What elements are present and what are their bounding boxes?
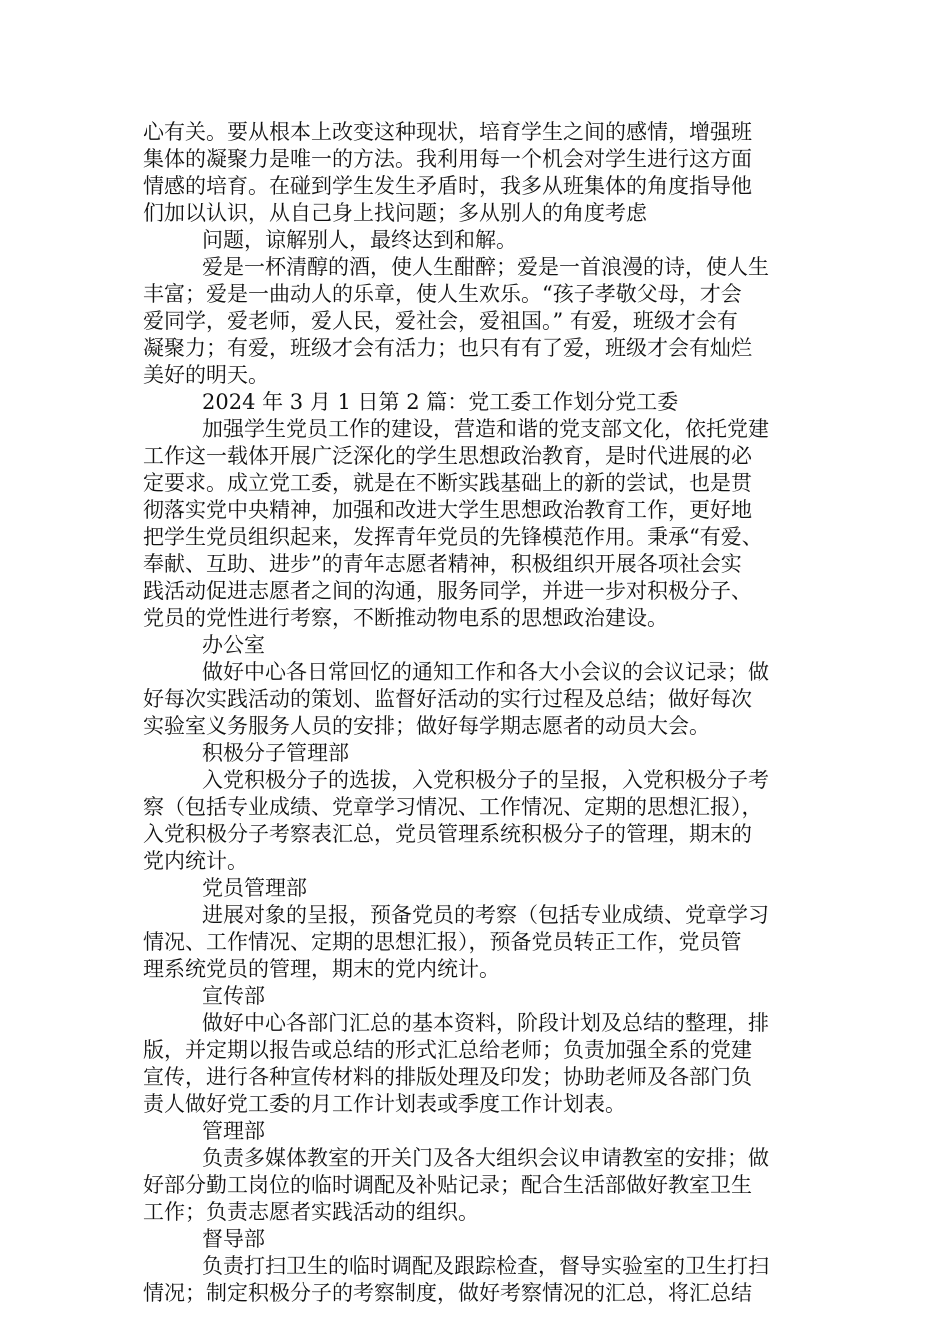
text-line: 美好的明天。 <box>143 363 269 387</box>
text-line: 理系统党员的管理，期末的党内统计。 <box>143 957 500 981</box>
text-line: 负责打扫卫生的临时调配及跟踪检查，督导实验室的卫生打扫 <box>202 1254 769 1278</box>
text-line: 党员管理部 <box>202 876 307 900</box>
text-line: 情况；制定积极分子的考察制度，做好考察情况的汇总，将汇总结 <box>143 1281 752 1305</box>
text-line: 责人做好党工委的月工作计划表或季度工作计划表。 <box>143 1092 626 1116</box>
text-line: 积极分子管理部 <box>202 741 349 765</box>
text-line: 入党积极分子考察表汇总，党员管理系统积极分子的管理，期末的 <box>143 822 752 846</box>
text-line: 爱是一杯清醇的酒，使人生酣醉；爱是一首浪漫的诗，使人生 <box>202 255 769 279</box>
text-line: 2024 年 3 月 1 日第 2 篇：党工委工作划分党工委 <box>202 390 679 414</box>
text-line: 宣传部 <box>202 984 265 1008</box>
text-line: 丰富；爱是一曲动人的乐章，使人生欢乐。“孩子孝敬父母，才会 <box>143 282 742 306</box>
text-line: 工作；负责志愿者实践活动的组织。 <box>143 1200 479 1224</box>
text-line: 好部分勤工岗位的临时调配及补贴记录；配合生活部做好教室卫生 <box>143 1173 752 1197</box>
text-line: 践活动促进志愿者之间的沟通，服务同学，并进一步对积极分子、 <box>143 579 752 603</box>
text-line: 定要求。成立党工委，就是在不断实践基础上的新的尝试，也是贯 <box>143 471 752 495</box>
text-line: 察（包括专业成绩、党章学习情况、工作情况、定期的思想汇报）， <box>143 795 763 819</box>
text-line: 管理部 <box>202 1119 265 1143</box>
text-line: 进展对象的呈报，预备党员的考察（包括专业成绩、党章学习 <box>202 903 769 927</box>
text-line: 问题，谅解别人，最终达到和解。 <box>202 228 517 252</box>
text-line: 们加以认识，从自己身上找问题；多从别人的角度考虑 <box>143 201 647 225</box>
text-line: 党内统计。 <box>143 849 248 873</box>
text-line: 做好中心各日常回忆的通知工作和各大小会议的会议记录；做 <box>202 660 769 684</box>
text-line: 工作这一载体开展广泛深化的学生思想政治教育，是时代进展的必 <box>143 444 752 468</box>
text-line: 办公室 <box>202 633 265 657</box>
text-line: 好每次实践活动的策划、监督好活动的实行过程及总结；做好每次 <box>143 687 752 711</box>
text-line: 奉献、互助、进步”的青年志愿者精神，积极组织开展各项社会实 <box>143 552 742 576</box>
text-line: 督导部 <box>202 1227 265 1251</box>
text-line: 彻落实党中央精神，加强和改进大学生思想政治教育工作，更好地 <box>143 498 752 522</box>
text-line: 凝聚力；有爱，班级才会有活力；也只有有了爱，班级才会有灿烂 <box>143 336 752 360</box>
text-line: 把学生党员组织起来，发挥青年党员的先锋模范作用。秉承“有爱、 <box>143 525 763 549</box>
text-line: 心有关。要从根本上改变这种现状，培育学生之间的感情，增强班 <box>143 120 752 144</box>
text-line: 负责多媒体教室的开关门及各大组织会议申请教室的安排；做 <box>202 1146 769 1170</box>
text-line: 实验室义务服务人员的安排；做好每学期志愿者的动员大会。 <box>143 714 710 738</box>
text-line: 入党积极分子的选拔，入党积极分子的呈报，入党积极分子考 <box>202 768 769 792</box>
text-line: 版，并定期以报告或总结的形式汇总给老师；负责加强全系的党建 <box>143 1038 752 1062</box>
text-line: 做好中心各部门汇总的基本资料，阶段计划及总结的整理，排 <box>202 1011 769 1035</box>
text-line: 宣传，进行各种宣传材料的排版处理及印发；协助老师及各部门负 <box>143 1065 752 1089</box>
text-line: 党员的党性进行考察，不断推动物电系的思想政治建设。 <box>143 606 668 630</box>
text-line: 情况、工作情况、定期的思想汇报），预备党员转正工作，党员管 <box>143 930 742 954</box>
text-line: 集体的凝聚力是唯一的方法。我利用每一个机会对学生进行这方面 <box>143 147 752 171</box>
text-line: 加强学生党员工作的建设，营造和谐的党支部文化，依托党建 <box>202 417 769 441</box>
text-line: 爱同学，爱老师，爱人民，爱社会，爱祖国。” 有爱，班级才会有 <box>143 309 738 333</box>
document-body <box>143 119 823 1307</box>
text-line: 情感的培育。在碰到学生发生矛盾时，我多从班集体的角度指导他 <box>143 174 752 198</box>
